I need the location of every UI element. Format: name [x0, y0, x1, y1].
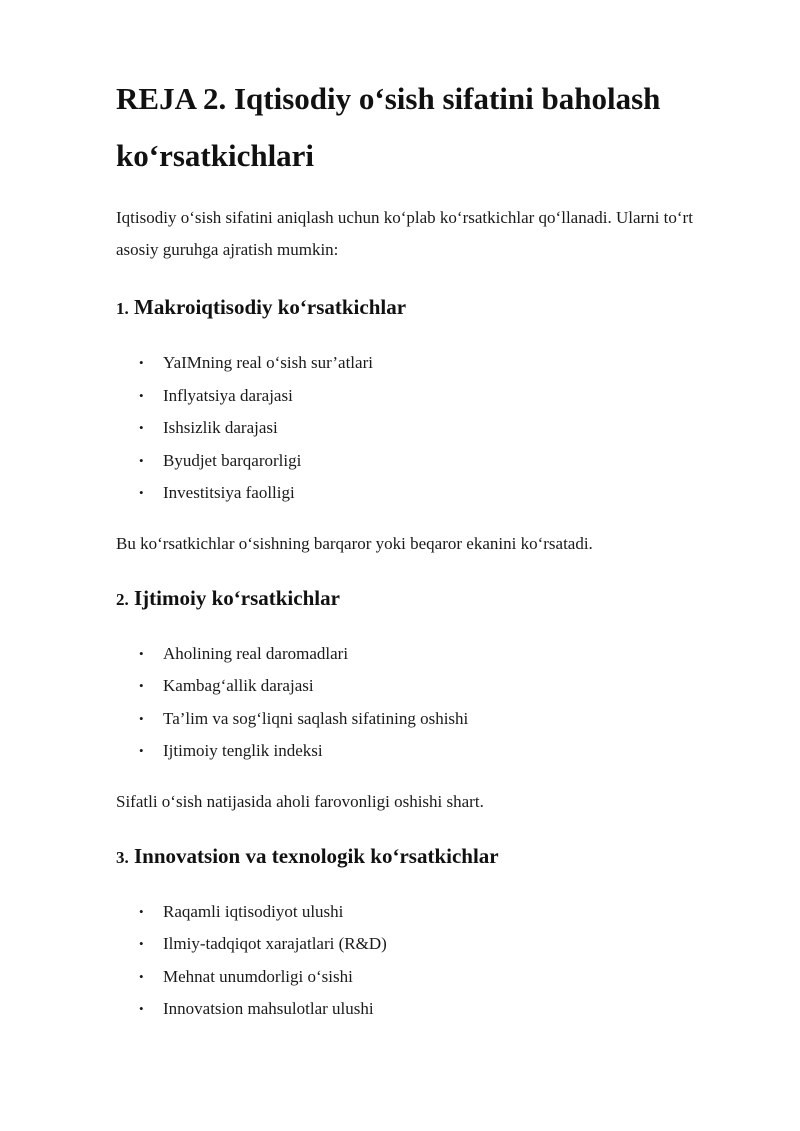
bullet-icon: •: [139, 743, 144, 758]
list-item-text: Investitsiya faolligi: [163, 483, 295, 502]
list-item: [116, 445, 726, 478]
list-item-text: Aholining real daromadlari: [163, 643, 349, 663]
page-title: REJA 2. Iqtisodiy o‘sish sifatini baholash ko‘rsatkichlari: [116, 81, 661, 173]
section-note: Sifatli o‘sish natijasida aholi farovonligi oshishi shart.: [116, 791, 484, 811]
list-item: [116, 961, 726, 994]
list-item-text: YaIMning real o‘sish sur’atlari: [163, 353, 373, 372]
bullet-list: [116, 347, 726, 510]
list-item-text: Ilmiy-tadqiqot xarajatlari (R&D): [163, 934, 387, 953]
list-item-text: Inflyatsiya darajasi: [163, 385, 293, 405]
section-number: 1.: [116, 299, 129, 318]
list-item: [116, 928, 726, 961]
section-note: Bu ko‘rsatkichlar o‘sishning barqaror yoki beqaror ekanini ko‘rsatadi.: [116, 533, 593, 553]
list-item: [116, 670, 726, 703]
bullet-list: [116, 638, 726, 768]
document-page: [116, 70, 726, 1026]
list-item-text: Ishsizlik darajasi: [163, 418, 278, 437]
bullet-icon: •: [139, 903, 144, 919]
section-title: Makroiqtisodiy ko‘rsatkichlar: [134, 295, 407, 319]
list-item: [116, 638, 726, 671]
bullet-icon: •: [139, 387, 144, 403]
list-item-text: Raqamli iqtisodiyot ulushi: [163, 901, 344, 921]
list-item: [116, 896, 726, 929]
bullet-icon: •: [139, 485, 144, 500]
section-number: 2.: [116, 589, 129, 609]
list-item: [116, 735, 726, 768]
list-item-text: Kambag‘allik darajasi: [163, 676, 314, 695]
list-item-text: Byudjet barqarorligi: [163, 450, 302, 470]
intro-paragraph: Iqtisodiy o‘sish sifatini aniqlash uchun ko‘plab ko‘rsatkichlar qo‘llanadi. Ularni to‘rt asosiy guruhga ajratish mumkin:: [116, 208, 693, 259]
list-item: [116, 412, 726, 445]
list-item: [116, 703, 726, 736]
list-item: [116, 477, 726, 510]
list-item-text: Ta’lim va sog‘liqni saqlash sifatining oshishi: [163, 708, 469, 728]
section-title: Ijtimoiy ko‘rsatkichlar: [134, 585, 340, 610]
section-heading: [116, 842, 726, 872]
section-heading: [116, 293, 726, 323]
list-item: [116, 380, 726, 413]
bullet-icon: •: [139, 1001, 144, 1016]
bullet-icon: •: [139, 710, 144, 726]
bullet-icon: •: [139, 645, 144, 661]
list-item-text: Ijtimoiy tenglik indeksi: [163, 741, 323, 760]
bullet-icon: •: [139, 678, 144, 693]
bullet-icon: •: [139, 420, 144, 435]
bullet-icon: •: [139, 968, 144, 984]
section-social: [116, 584, 726, 818]
bullet-icon: •: [139, 936, 144, 951]
list-item-text: Mehnat unumdorligi o‘sishi: [163, 966, 353, 986]
section-innovation: [116, 842, 726, 1026]
bullet-icon: •: [139, 355, 144, 370]
section-number: 3.: [116, 847, 129, 867]
section-title: Innovatsion va texnologik ko‘rsatkichlar: [134, 843, 499, 868]
section-macroeconomic: [116, 293, 726, 560]
bullet-list: [116, 896, 726, 1026]
list-item: [116, 347, 726, 380]
bullet-icon: •: [139, 452, 144, 468]
section-heading: [116, 584, 726, 614]
list-item-text: Innovatsion mahsulotlar ulushi: [163, 999, 374, 1018]
list-item: [116, 993, 726, 1026]
